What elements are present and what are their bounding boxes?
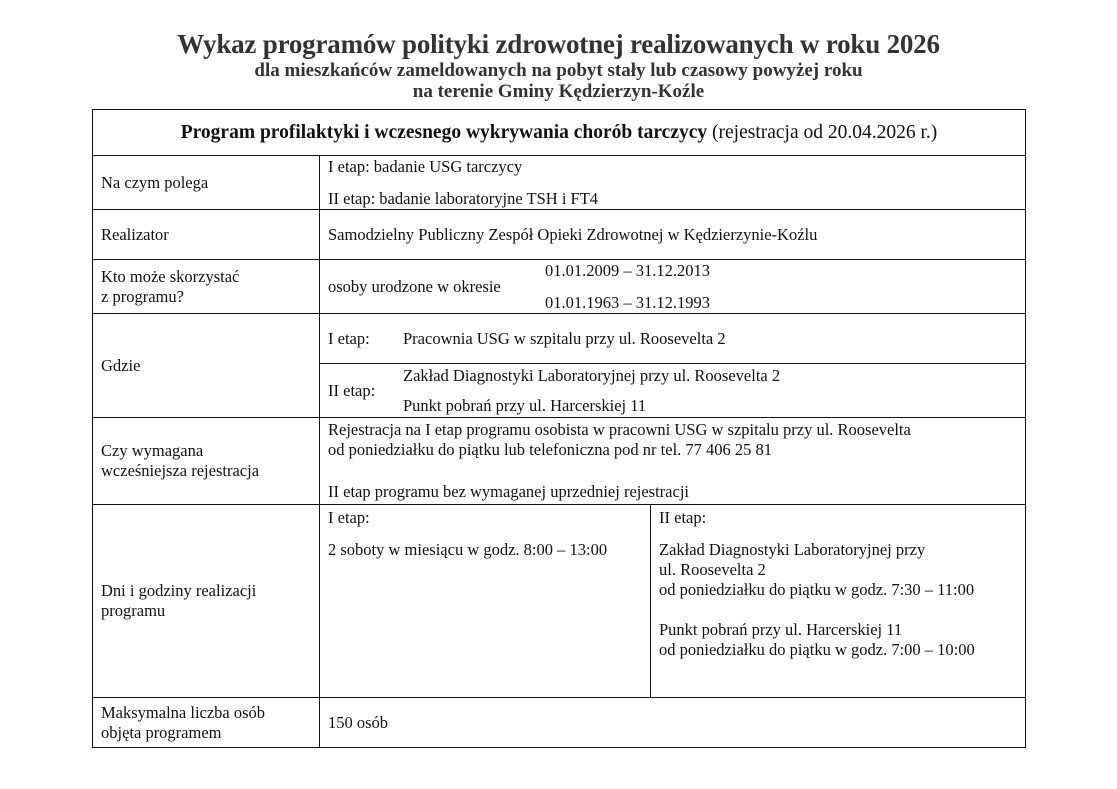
birth-range-2: 01.01.1963 – 31.12.1993	[545, 292, 710, 312]
stage-2-description: II etap: badanie laboratoryjne TSH i FT4	[328, 188, 599, 208]
program-table	[92, 109, 1026, 748]
registration-line-3: II etap programu bez wymaganej uprzedniej rejestracji	[328, 482, 689, 501]
row-label: Na czym polega	[93, 156, 320, 210]
stage-2-place-2-hours: od poniedziałku do piątku w godz. 7:00 – 10:00	[659, 640, 975, 659]
stage-2-label: II etap:	[659, 508, 707, 527]
row-value	[320, 314, 1026, 418]
stage-2-place-2: Punkt pobrań przy ul. Harcerskiej 11	[403, 395, 647, 415]
row-label: Maksymalna liczba osób objęta programem	[93, 698, 320, 748]
stage-1-hours-cell	[320, 505, 651, 698]
registration-line-2: od poniedziałku do piątku lub telefoniczna pod nr tel. 77 406 25 81	[328, 440, 773, 459]
table-row-rejestracja	[93, 418, 1026, 505]
stage-1-place: Pracownia USG w szpitalu przy ul. Roosevelta 2	[403, 328, 726, 348]
registration-note: (rejestracja od 20.04.2026 r.)	[707, 121, 938, 143]
stage-2-place-1-hours: od poniedziałku do piątku w godz. 7:30 – 11:00	[659, 580, 975, 599]
stage-2-hours-cell: II etap: Zakład Diagnostyki Laboratoryjnej przy ul. Roosevelta 2 od poniedziałku do piątku w godz. 7:30 – 11:00 Punkt pobrań przy ul. Harcerskiej 11 od poniedziałku do piątku w godz. 7:00 – 10:00	[651, 505, 1026, 698]
registration-line-1: Rejestracja na I etap programu osobista w pracowni USG w szpitalu przy ul. Roosevelta	[328, 420, 911, 439]
program-heading	[93, 110, 1026, 156]
table-row-realizator	[93, 210, 1026, 260]
table-row-gdzie	[93, 314, 1026, 418]
row-label: Dni i godziny realizacji programu	[93, 505, 320, 698]
table-row-dni-godziny	[93, 505, 1026, 698]
document-subtitle-line-2: na terenie Gminy Kędzierzyn-Koźle	[412, 81, 705, 102]
stage-1-description: I etap: badanie USG tarczycy	[328, 156, 523, 176]
table-row-na-czym-polega	[93, 156, 1026, 210]
row-value	[320, 418, 1026, 505]
stage-1-label: I etap:	[328, 328, 370, 348]
row-value	[320, 260, 1026, 314]
row-label: Kto może skorzystać z programu?	[93, 260, 320, 314]
location-stage-2	[320, 363, 1025, 417]
eligibility-intro: osoby urodzone w okresie	[328, 276, 501, 296]
stage-1-hours: 2 soboty w miesiącu w godz. 8:00 – 13:00	[328, 540, 608, 559]
location-stage-1	[320, 314, 1025, 363]
table-row-limit	[93, 698, 1026, 748]
row-label: Czy wymagana wcześniejsza rejestracja	[93, 418, 320, 505]
stage-2-label: II etap:	[328, 380, 376, 400]
row-label: Gdzie	[93, 314, 320, 418]
document-subtitle-line-1: dla mieszkańców zameldowanych na pobyt stały lub czasowy powyżej roku	[254, 60, 863, 81]
birth-range-1: 01.01.2009 – 31.12.2013	[545, 260, 710, 280]
row-value	[320, 156, 1026, 210]
program-name: Program profilaktyki i wczesnego wykrywania chorób tarczycy	[180, 121, 708, 143]
document-header	[0, 28, 1117, 102]
stage-2-place-1: Zakład Diagnostyki Laboratoryjnej przy ul. Roosevelta 2	[403, 365, 781, 385]
program-heading-row	[93, 110, 1026, 156]
row-label: Realizator	[93, 210, 320, 260]
stage-1-label: I etap:	[328, 508, 370, 527]
table-row-kto-moze	[93, 260, 1026, 314]
row-value: Samodzielny Publiczny Zespół Opieki Zdrowotnej w Kędzierzynie-Koźlu	[320, 210, 1026, 260]
document-title: Wykaz programów polityki zdrowotnej realizowanych w roku 2026	[177, 29, 940, 59]
row-value: 150 osób	[320, 698, 1026, 748]
